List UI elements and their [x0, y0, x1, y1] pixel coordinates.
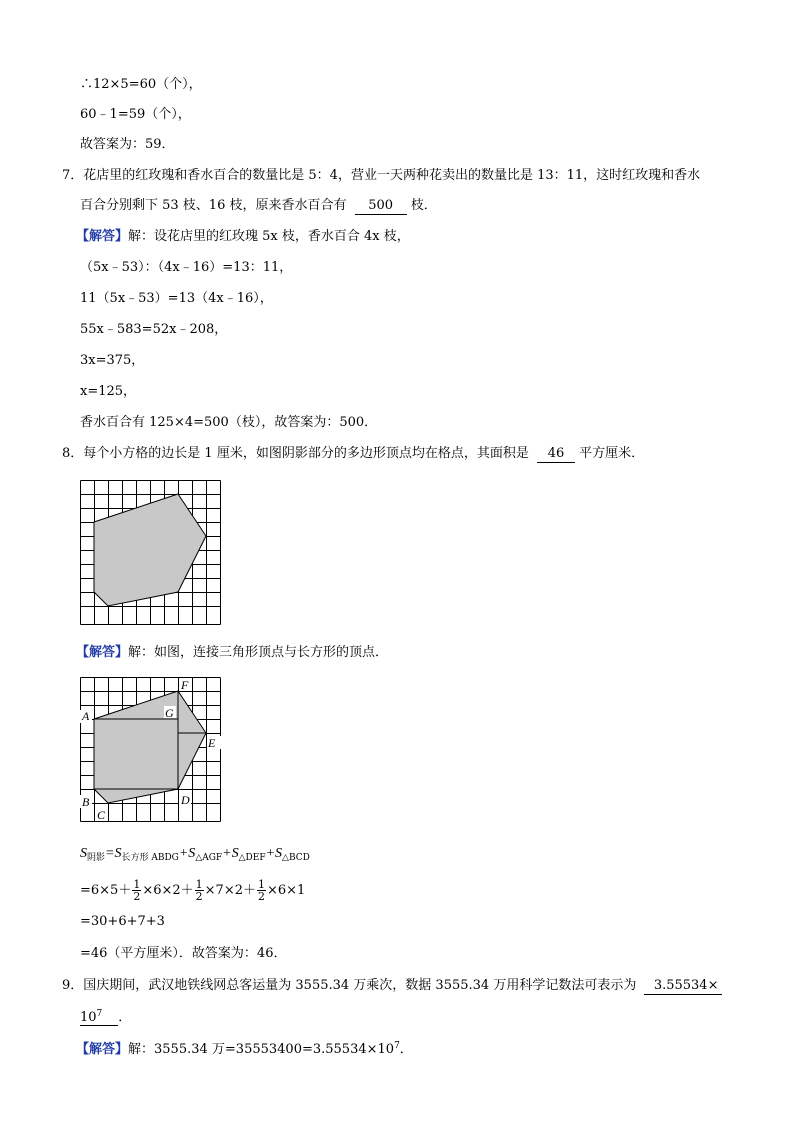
formula-sub: △DEF: [238, 853, 266, 863]
grid-figure-2: [80, 677, 226, 823]
calc-text: ×7×2＋: [204, 883, 256, 898]
solution-tag: 【解答】: [76, 1042, 129, 1057]
solution-end: ．: [399, 1042, 413, 1057]
question-text: 百合分别剩下 53 枝、16 枝，原来香水百合有: [80, 198, 347, 213]
question-9: [62, 978, 722, 995]
formula-sub: 阴影: [87, 853, 106, 863]
label-G: G: [165, 706, 174, 720]
question-text: 花店里的红玫瑰和香水百合的数量比是 5：4，营业一天两种花卖出的数量比是 13：11，这时红玫瑰和香水: [83, 168, 701, 183]
solution-7-step-4: 3x=375，: [80, 353, 145, 368]
fraction-denominator: 2: [195, 890, 203, 903]
fraction-denominator: 2: [257, 890, 265, 903]
solution-8-head: [76, 645, 388, 661]
solution-text: 解：设花店里的红玫瑰 5x 枝，香水百合 4x 枝，: [128, 229, 410, 244]
fraction-half: [257, 879, 266, 902]
grid-figure-1: [80, 480, 222, 626]
label-A: A: [82, 709, 90, 723]
solution-text: 解：如图，连接三角形顶点与长方形的顶点．: [128, 645, 389, 660]
solution-exponent: 7: [394, 1041, 400, 1051]
area-calc-1: [80, 879, 305, 903]
question-number: 8．: [62, 446, 84, 461]
formula-sub: △AGF: [195, 853, 223, 863]
solution-text: 解：3555.34 万=35553400=3.55534×10: [128, 1042, 395, 1057]
formula-sub: △BCD: [282, 853, 310, 863]
solution-7-step-2: 11（5x﹣53）=13（4x﹣16），: [80, 291, 273, 306]
answer-blank: 500: [355, 198, 407, 215]
solution-7-step-1: （5x﹣53）：（4x﹣16）=13：11，: [80, 260, 293, 275]
answer-blank-cont: [80, 1010, 118, 1026]
solution-tag: 【解答】: [76, 229, 129, 244]
solution-7-step-6: 香水百合有 125×4=500（枝），故答案为：500．: [80, 415, 378, 430]
answer-base: 10: [80, 1010, 97, 1025]
question-text-end: ．: [118, 1010, 132, 1025]
answer-blank: 3.55534×: [644, 978, 722, 995]
fraction-denominator: 2: [133, 890, 141, 903]
fraction-numerator: 1: [257, 878, 265, 891]
prev-solution-line-3: 故答案为：59．: [80, 137, 175, 152]
calc-text: =6×5＋: [80, 883, 132, 898]
question-7: [62, 168, 700, 184]
formula-term: =S: [105, 846, 122, 861]
fraction-numerator: 1: [195, 878, 203, 891]
solution-tag: 【解答】: [76, 645, 129, 660]
area-formula: [80, 845, 310, 862]
prev-solution-line-2: 60﹣1=59（个），: [80, 107, 191, 122]
question-7-cont: [80, 198, 437, 215]
shaded-polygon: [94, 691, 206, 803]
label-E: E: [208, 736, 216, 750]
solution-7-step-5: x=125，: [80, 384, 137, 399]
answer-exponent: 7: [96, 1009, 103, 1019]
fraction-half: [132, 879, 141, 902]
fraction-numerator: 1: [133, 878, 141, 891]
formula-term: S: [80, 846, 87, 861]
solution-7-head: [76, 229, 410, 245]
question-text-end: 枝．: [410, 198, 437, 213]
solution-9: [76, 1042, 413, 1058]
question-number: 9．: [62, 978, 84, 993]
label-F: F: [181, 678, 189, 692]
question-9-cont: [80, 1010, 131, 1026]
label-C: C: [97, 808, 106, 822]
question-text-end: 平方厘米．: [579, 446, 645, 461]
question-text: 国庆期间，武汉地铁线网总客运量为 3555.34 万乘次，数据 3555.34 万用科学记数法可表示为: [83, 978, 637, 993]
area-calc-2: =30+6+7+3: [80, 914, 165, 929]
question-8: [62, 446, 644, 463]
calc-text: ×6×1: [266, 883, 306, 898]
label-D: D: [181, 793, 190, 807]
formula-term: +S: [222, 846, 239, 861]
formula-term: +S: [178, 846, 196, 861]
question-text: 每个小方格的边长是 1 厘米，如图阴影部分的多边形顶点均在格点，其面积是: [83, 446, 529, 461]
prev-solution-line-1: ∴12×5=60（个），: [80, 77, 202, 92]
formula-sub: 长方形 ABDG: [121, 853, 179, 863]
answer-blank: 46: [537, 446, 575, 463]
area-calc-3: =46（平方厘米）．故答案为：46．: [80, 946, 287, 961]
question-number: 7．: [62, 168, 84, 183]
formula-term: +S: [265, 846, 283, 861]
solution-7-step-3: 55x﹣583=52x﹣208，: [80, 322, 228, 337]
label-B: B: [82, 795, 90, 809]
calc-text: ×6×2＋: [142, 883, 194, 898]
fraction-half: [195, 879, 204, 902]
shaded-polygon: [94, 494, 206, 606]
